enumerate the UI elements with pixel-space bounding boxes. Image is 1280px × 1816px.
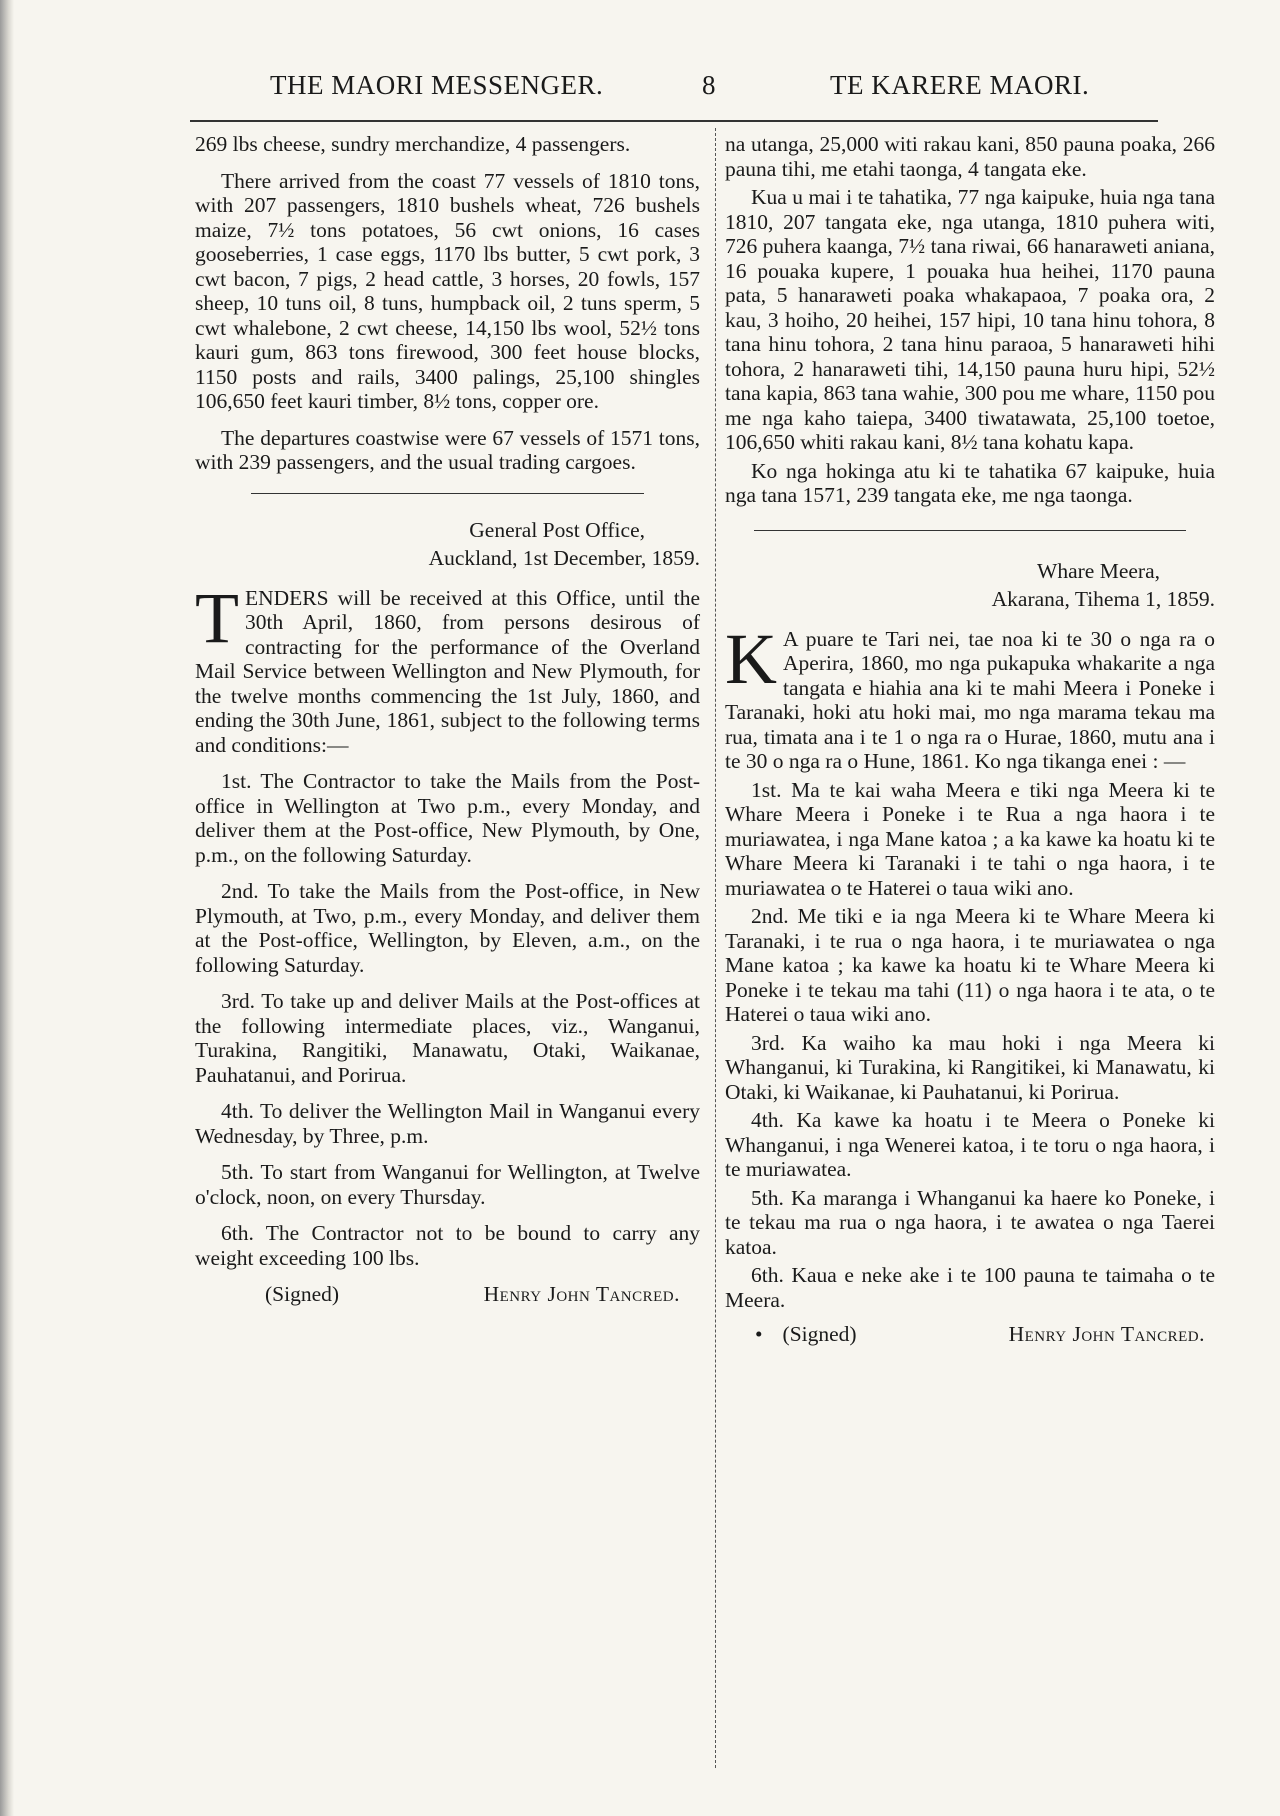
drop-cap: T — [195, 577, 239, 658]
english-cargo-end: 269 lbs cheese, sundry merchandize, 4 passengers. — [195, 132, 631, 156]
maori-signature — [725, 1322, 1215, 1347]
bullet-icon: • — [755, 1322, 763, 1346]
page-header — [190, 70, 1150, 110]
english-dateline — [195, 516, 700, 572]
maori-condition-6: 6th. Kaua e neke ake i te 100 pauna te taimaha o te Meera. — [725, 1263, 1215, 1312]
column-divider — [715, 128, 717, 1768]
maori-signed-label: • (Signed) — [755, 1322, 857, 1346]
english-signed-label: (Signed) — [265, 1282, 340, 1306]
maori-arrivals: Kua u mai i te tahatika, 77 nga kaipuke, huia nga tana 1810, 207 tangata eke, nga utanga, 1810 puhera witi, 726 puhera kaanga, 7½ tana riwai, 66 hanaraweti aniana, 16 pouaka kupere, 1 pouaka hua heihei, 1170 pauna pata, 5 hanaraweti poaka whakapaoa, 7 poaka ora, 2 kau, 3 hoiho, 20 heihei, 157 hipi, 10 tana hinu tohora, 8 tana hinu tohora, 2 tana hinu paraoa, 5 hanaraweti hihi tohora, 2 hanaraweti tihi, 14,150 pauna huru hipi, 52½ tana kapia, 863 tana wahie, 300 pou me whare, 1150 pou me nga kaho taiepa, 3400 tiwatawata, 25,100 toetoe, 106,650 whiti rakau kani, 8½ tana kohatu kapa. — [725, 185, 1215, 454]
maori-date: Akarana, Tihema 1, 1859. — [991, 586, 1215, 611]
header-maori-title: TE KARERE MAORI. — [830, 70, 1090, 100]
book-spine-shadow — [0, 0, 14, 1816]
english-arrivals: There arrived from the coast 77 vessels of 1810 tons, with 207 passengers, 1810 bushels wheat, 726 bushels maize, 7½ tons potatoes, 56 cwt onions, 16 cases gooseberries, 1 case eggs, 1170 lbs butter, 5 cwt pork, 3 cwt bacon, 7 pigs, 2 head cattle, 3 horses, 20 fowls, 157 sheep, 10 tuns oil, 8 tuns, humpback oil, 2 tuns sperm, 5 cwt whalebone, 2 cwt cheese, 14,150 lbs wool, 52½ tons kauri gum, 863 tons firewood, 300 feet house blocks, 1150 posts and rails, 3400 palings, 25,100 shingles 106,650 feet kauri timber, 8½ tons, copper ore. — [195, 168, 700, 413]
maori-departures: Ko nga hokinga atu ki te tahatika 67 kaipuke, huia nga tana 1571, 239 tangata eke, me nga taonga. — [725, 458, 1215, 507]
maori-condition-5: 5th. Ka maranga i Whanganui ka haere ko Poneke, i te tekau ma rua o nga haora, i te awatea o nga Taerei katoa. — [725, 1185, 1215, 1259]
english-signatory: Henry John Tancred. — [483, 1282, 680, 1306]
section-divider — [754, 530, 1185, 531]
maori-condition-1: 1st. Ma te kai waha Meera e tiki nga Meera ki te Whare Meera i Poneke i te Rua a nga haora i te muriawatea, i nga Mane katoa ; a ka kawe ka hoatu ki te Whare Meera ki Taranaki i te tahi o nga haora, i te muriawatea o te Haterei o taua wiki ano. — [725, 777, 1215, 900]
maori-tender-text: A puare te Tari nei, tae noa ki te 30 o nga ra o Aperira, 1860, mo nga pukapuka whakarite a nga tangata e hiahia ana ki te mahi Meera i Poneke i Taranaki, hoki atu hoki mai, mo nga marama tekau ma rua, timata ana i te 1 o nga ra o Hurae, 1860, mutu ana i te 30 o nga ra o Hune, 1861. Ko nga tikanga enei : — — [725, 626, 1215, 773]
english-tender-text: ENDERS will be received at this Office, until the 30th April, 1860, from persons desirous of contracting for the performance of the Overland Mail Service between Wellington and New Plymouth, for the twelve months commencing the 1st July, 1860, and ending the 30th June, 1861, subject to the following terms and conditions:— — [195, 585, 700, 757]
header-english-title: THE MAORI MESSENGER. — [270, 70, 604, 100]
english-signature — [195, 1282, 700, 1307]
drop-cap: K — [725, 618, 777, 699]
english-condition-1: 1st. The Contractor to take the Mails from the Post-office in Wellington at Two p.m., every Monday, and deliver them at the Post-office, New Plymouth, by One, p.m., on the following Saturday. — [195, 769, 700, 867]
english-tender-notice — [195, 577, 700, 758]
english-departures: The departures coastwise were 67 vessels of 1571 tons, with 239 passengers, and the usual trading cargoes. — [195, 425, 700, 474]
header-rule — [190, 120, 1158, 122]
english-condition-2: 2nd. To take the Mails from the Post-office, in New Plymouth, at Two, p.m., every Monday, and deliver them at the Post-office, Wellington, by Eleven, a.m., on the following Saturday. — [195, 879, 700, 977]
maori-column — [725, 132, 1215, 1347]
maori-cargo-end: na utanga, 25,000 witi rakau kani, 850 pauna poaka, 266 pauna tihi, me etahi taonga, 4 tangata eke. — [725, 132, 1215, 181]
maori-tender-notice — [725, 618, 1215, 774]
english-date: Auckland, 1st December, 1859. — [428, 545, 700, 570]
maori-condition-4: 4th. Ka kawe ka hoatu i te Meera o Poneke ki Whanganui, i nga Wenerei katoa, i te toru o nga haora, i te muriawatea. — [725, 1108, 1215, 1181]
english-condition-6: 6th. The Contractor not to be bound to carry any weight exceeding 100 lbs. — [195, 1221, 700, 1270]
page-number: 8 — [702, 70, 716, 100]
english-condition-5: 5th. To start from Wanganui for Wellington, at Twelve o'clock, noon, on every Thursday. — [195, 1160, 700, 1209]
english-column — [195, 132, 700, 1307]
english-office: General Post Office, — [469, 517, 645, 542]
english-condition-3: 3rd. To take up and deliver Mails at the Post-offices at the following intermediate places, viz., Wanganui, Turakina, Rangitiki, Manawatu, Otaki, Waikanae, Pauhatanui, and Porirua. — [195, 989, 700, 1087]
maori-condition-3: 3rd. Ka waiho ka mau hoki i nga Meera ki Whanganui, ki Turakina, ki Rangitikei, ki Manawatu, ki Otaki, ki Waikanae, ki Pauhatanui, ki Porirua. — [725, 1030, 1215, 1104]
section-divider — [251, 493, 645, 494]
maori-condition-2: 2nd. Me tiki e ia nga Meera ki te Whare Meera ki Taranaki, i te rua o nga haora, i te muriawatea o nga Mane katoa ; ka kawe ka hoatu ki te Whare Meera ki Poneke i te tekau ma tahi (11) o nga haora i te ata, o te Haterei o taua wiki ano. — [725, 904, 1215, 1026]
maori-office: Whare Meera, — [1037, 558, 1160, 583]
english-condition-4: 4th. To deliver the Wellington Mail in Wanganui every Wednesday, by Three, p.m. — [195, 1099, 700, 1148]
maori-signatory: Henry John Tancred. — [1008, 1322, 1205, 1346]
maori-dateline — [725, 557, 1215, 613]
